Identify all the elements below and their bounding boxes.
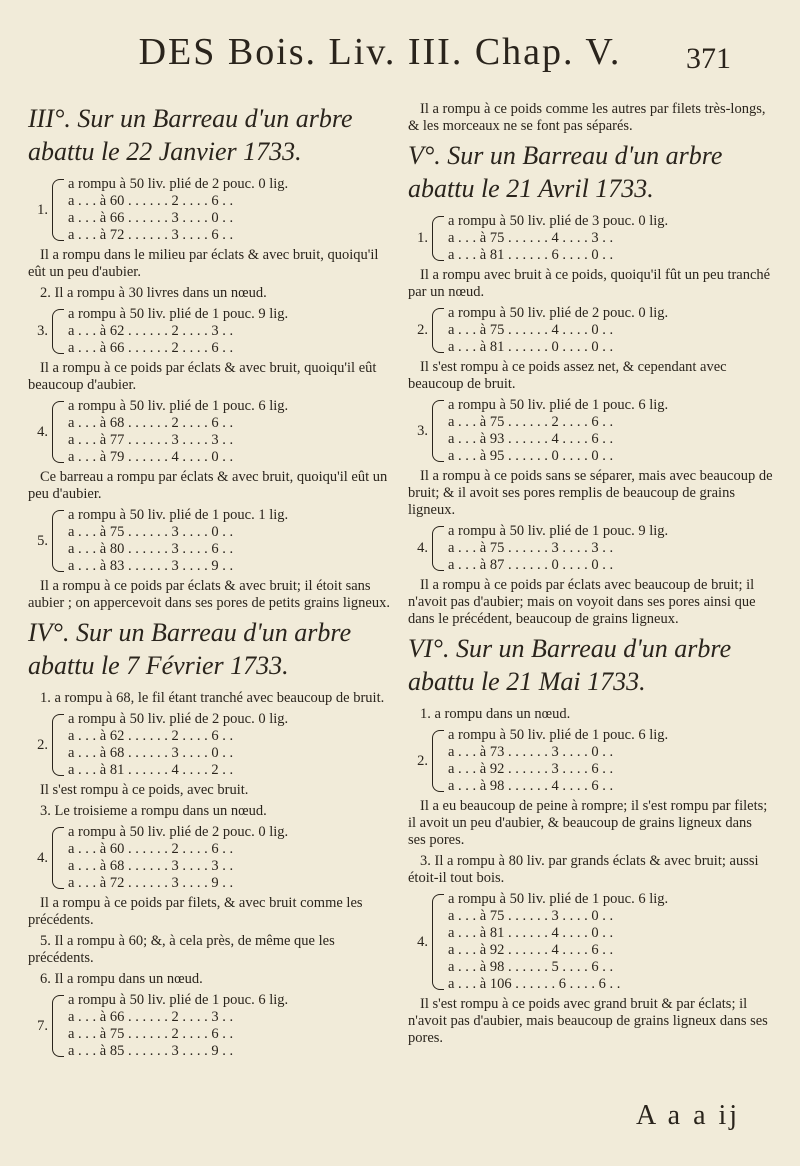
table-row: a . . . à 92 . . . . . . 4 . . . . 6 . .	[448, 942, 614, 958]
table-row: a . . . à 62 . . . . . . 2 . . . . 3 . .	[68, 323, 234, 339]
table-row: a . . . à 73 . . . . . . 3 . . . . 0 . .	[448, 744, 614, 760]
table-row: a rompu à 50 liv. plié de 1 pouc. 6 lig.	[448, 891, 669, 907]
page-number: 371	[686, 42, 731, 75]
table-row: a . . . à 98 . . . . . . 5 . . . . 6 . .	[448, 959, 614, 975]
signature-mark: A a a ij	[636, 1100, 741, 1131]
table-row: a . . . à 75 . . . . . . 3 . . . . 3 . .	[448, 540, 614, 556]
entry-number: 4.	[417, 540, 428, 556]
running-head: DES Bois. Liv. III. Chap. V.	[138, 31, 622, 73]
paragraph: 6. Il a rompu dans un nœud.	[40, 971, 203, 987]
table-rows	[68, 306, 393, 357]
entry-number: 4.	[417, 933, 428, 950]
paragraph: Il a rompu à ce poids par éclats & avec bruit; il étoit sans aubier ; on appercevoit dans ses pores de petits grains ligneux.	[28, 578, 390, 611]
table-row: a rompu à 50 liv. plié de 1 pouc. 6 lig.	[448, 397, 669, 413]
table-row: a . . . à 95 . . . . . . 0 . . . . 0 . .	[448, 448, 614, 464]
table-row: a . . . à 81 . . . . . . 0 . . . . 0 . .	[448, 339, 614, 355]
table-rows	[448, 213, 773, 264]
table-rows	[68, 711, 393, 779]
entry-number: 5.	[37, 532, 48, 549]
table-rows	[68, 507, 393, 575]
table-row: a . . . à 68 . . . . . . 3 . . . . 0 . .	[68, 745, 234, 761]
table-rows	[68, 992, 393, 1060]
table-row: a . . . à 80 . . . . . . 3 . . . . 6 . .	[68, 541, 234, 557]
table-row: a rompu à 50 liv. plié de 1 pouc. 1 lig.	[68, 507, 289, 523]
table-rows	[448, 397, 773, 465]
brace	[52, 179, 64, 241]
table-row: a . . . à 62 . . . . . . 2 . . . . 6 . .	[68, 728, 234, 744]
table-row: a . . . à 66 . . . . . . 2 . . . . 6 . .	[68, 340, 234, 356]
measurement-table	[28, 507, 393, 575]
measurement-table	[28, 398, 393, 466]
paragraph: Il s'est rompu à ce poids assez net, & cependant avec beaucoup de bruit.	[408, 359, 727, 392]
table-rows	[68, 824, 393, 892]
table-row: a rompu à 50 liv. plié de 2 pouc. 0 lig.	[68, 824, 289, 840]
measurement-table	[408, 727, 773, 795]
table-row: a . . . à 68 . . . . . . 3 . . . . 3 . .	[68, 858, 234, 874]
table-row: a . . . à 77 . . . . . . 3 . . . . 3 . .	[68, 432, 234, 448]
paragraph: 1. a rompu dans un nœud.	[420, 706, 571, 722]
table-row: a rompu à 50 liv. plié de 2 pouc. 0 lig.	[68, 711, 289, 727]
table-row: a . . . à 75 . . . . . . 4 . . . . 3 . .	[448, 230, 614, 246]
paragraph: Il s'est rompu à ce poids, avec bruit.	[40, 782, 249, 798]
brace	[52, 401, 64, 463]
right-column	[408, 100, 773, 1051]
section-title: IV°. Sur un Barreau d'un arbre abattu le 7 Février 1733.	[28, 618, 352, 680]
paragraph: 1. a rompu à 68, le fil étant tranché avec beaucoup de bruit.	[40, 690, 385, 706]
measurement-table	[408, 305, 773, 356]
table-row: a . . . à 75 . . . . . . 3 . . . . 0 . .	[68, 524, 234, 540]
table-rows	[448, 727, 773, 795]
entry-number: 1.	[417, 230, 428, 246]
section-title: III°. Sur un Barreau d'un arbre abattu le 22 Janvier 1733.	[28, 104, 353, 166]
table-row: a rompu à 50 liv. plié de 1 pouc. 6 lig.	[68, 398, 289, 414]
section-title: VI°. Sur un Barreau d'un arbre abattu le 21 Mai 1733.	[408, 634, 732, 696]
table-row: a . . . à 60 . . . . . . 2 . . . . 6 . .	[68, 193, 234, 209]
entry-number: 2.	[417, 322, 428, 338]
paragraph: Il a rompu avec bruit à ce poids, quoiqu'il fût un peu tranché par un nœud.	[408, 267, 771, 300]
table-row: a rompu à 50 liv. plié de 1 pouc. 6 lig.	[68, 992, 289, 1008]
brace	[432, 216, 444, 261]
table-row: a . . . à 85 . . . . . . 3 . . . . 9 . .	[68, 1043, 234, 1059]
table-row: a . . . à 81 . . . . . . 6 . . . . 0 . .	[448, 247, 614, 263]
left-column	[28, 100, 393, 1063]
table-row: a . . . à 75 . . . . . . 2 . . . . 6 . .	[448, 414, 614, 430]
table-row: a . . . à 75 . . . . . . 3 . . . . 0 . .	[448, 908, 614, 924]
entry-number: 4.	[37, 423, 48, 440]
measurement-table	[28, 176, 393, 244]
table-row: a . . . à 75 . . . . . . 2 . . . . 6 . .	[68, 1026, 234, 1042]
measurement-table	[408, 523, 773, 574]
table-row: a . . . à 72 . . . . . . 3 . . . . 6 . .	[68, 227, 234, 243]
table-rows	[448, 523, 773, 574]
table-rows	[68, 176, 393, 244]
entry-number: 2.	[417, 752, 428, 769]
table-rows	[68, 398, 393, 466]
measurement-table	[408, 213, 773, 264]
table-row: a . . . à 106 . . . . . . 6 . . . . 6 . .	[448, 976, 621, 992]
table-row: a rompu à 50 liv. plié de 3 pouc. 0 lig.	[448, 213, 669, 229]
paragraph: Il s'est rompu à ce poids avec grand bruit & par éclats; il n'avoit pas d'aubier, mais beaucoup de grains ligneux dans ses pores.	[408, 996, 768, 1046]
table-row: a rompu à 50 liv. plié de 1 pouc. 6 lig.	[448, 727, 669, 743]
brace	[432, 894, 444, 990]
table-row: a . . . à 92 . . . . . . 3 . . . . 6 . .	[448, 761, 614, 777]
table-row: a rompu à 50 liv. plié de 2 pouc. 0 lig.	[68, 176, 289, 192]
measurement-table	[28, 824, 393, 892]
paragraph: 2. Il a rompu à 30 livres dans un nœud.	[40, 285, 267, 301]
entry-number: 7.	[37, 1017, 48, 1034]
paragraph: Il a rompu dans le milieu par éclats & avec bruit, quoiqu'il eût un peu d'aubier.	[28, 247, 379, 280]
brace	[432, 308, 444, 353]
entry-number: 1.	[37, 201, 48, 218]
table-row: a rompu à 50 liv. plié de 1 pouc. 9 lig.	[68, 306, 289, 322]
entry-number: 4.	[37, 849, 48, 866]
paragraph: Ce barreau a rompu par éclats & avec bruit, quoiqu'il eût un peu d'aubier.	[28, 469, 388, 502]
entry-number: 3.	[37, 323, 48, 339]
brace	[52, 309, 64, 354]
brace	[52, 995, 64, 1057]
paragraph: Il a rompu à ce poids par filets, & avec bruit comme les précédents.	[28, 895, 363, 928]
section-title: V°. Sur un Barreau d'un arbre abattu le 21 Avril 1733.	[408, 141, 723, 203]
paragraph: Il a rompu à ce poids par éclats & avec bruit, quoiqu'il eût beaucoup d'aubier.	[28, 360, 377, 393]
entry-number: 2.	[37, 736, 48, 753]
table-row: a . . . à 87 . . . . . . 0 . . . . 0 . .	[448, 557, 614, 573]
table-row: a . . . à 75 . . . . . . 4 . . . . 0 . .	[448, 322, 614, 338]
table-row: a . . . à 72 . . . . . . 3 . . . . 9 . .	[68, 875, 234, 891]
table-row: a . . . à 93 . . . . . . 4 . . . . 6 . .	[448, 431, 614, 447]
measurement-table	[28, 306, 393, 357]
table-row: a . . . à 83 . . . . . . 3 . . . . 9 . .	[68, 558, 234, 574]
table-row: a . . . à 79 . . . . . . 4 . . . . 0 . .	[68, 449, 234, 465]
table-row: a . . . à 81 . . . . . . 4 . . . . 0 . .	[448, 925, 614, 941]
measurement-table	[28, 992, 393, 1060]
page-header	[0, 0, 800, 90]
paragraph: Il a rompu à ce poids sans se séparer, mais avec beaucoup de bruit; & il avoit ses pores remplis de beaucoup de grains ligneux.	[408, 468, 773, 518]
table-row: a . . . à 98 . . . . . . 4 . . . . 6 . .	[448, 778, 614, 794]
paragraph: 3. Le troisieme a rompu dans un nœud.	[40, 803, 267, 819]
table-row: a . . . à 81 . . . . . . 4 . . . . 2 . .	[68, 762, 234, 778]
table-row: a . . . à 66 . . . . . . 3 . . . . 0 . .	[68, 210, 234, 226]
entry-number: 3.	[417, 422, 428, 439]
brace	[432, 730, 444, 792]
table-row: a . . . à 60 . . . . . . 2 . . . . 6 . .	[68, 841, 234, 857]
brace	[432, 400, 444, 462]
paragraph: Il a eu beaucoup de peine à rompre; il s'est rompu par filets; il avoit un peu d'aubier, & beaucoup de grains ligneux dans ses pores.	[408, 798, 768, 848]
brace	[432, 526, 444, 571]
paragraph: 3. Il a rompu à 80 liv. par grands éclats & avec bruit; aussi étoit-il tout bois.	[408, 853, 759, 886]
table-row: a . . . à 66 . . . . . . 2 . . . . 3 . .	[68, 1009, 234, 1025]
table-rows	[448, 305, 773, 356]
brace	[52, 827, 64, 889]
table-row: a rompu à 50 liv. plié de 1 pouc. 9 lig.	[448, 523, 669, 539]
table-rows	[448, 891, 773, 993]
measurement-table	[408, 891, 773, 993]
brace	[52, 714, 64, 776]
paragraph: Il a rompu à ce poids par éclats avec beaucoup de bruit; il n'avoit pas d'aubier; mais on voyoit dans ses pores ainsi que dans le précédent, beaucoup de grains ligneux.	[408, 577, 756, 627]
measurement-table	[408, 397, 773, 465]
paragraph: Il a rompu à ce poids comme les autres par filets très-longs, & les morceaux ne se font pas séparés.	[408, 101, 766, 134]
table-row: a rompu à 50 liv. plié de 2 pouc. 0 lig.	[448, 305, 669, 321]
table-row: a . . . à 68 . . . . . . 2 . . . . 6 . .	[68, 415, 234, 431]
paragraph: 5. Il a rompu à 60; &, à cela près, de même que les précédents.	[28, 933, 335, 966]
measurement-table	[28, 711, 393, 779]
brace	[52, 510, 64, 572]
